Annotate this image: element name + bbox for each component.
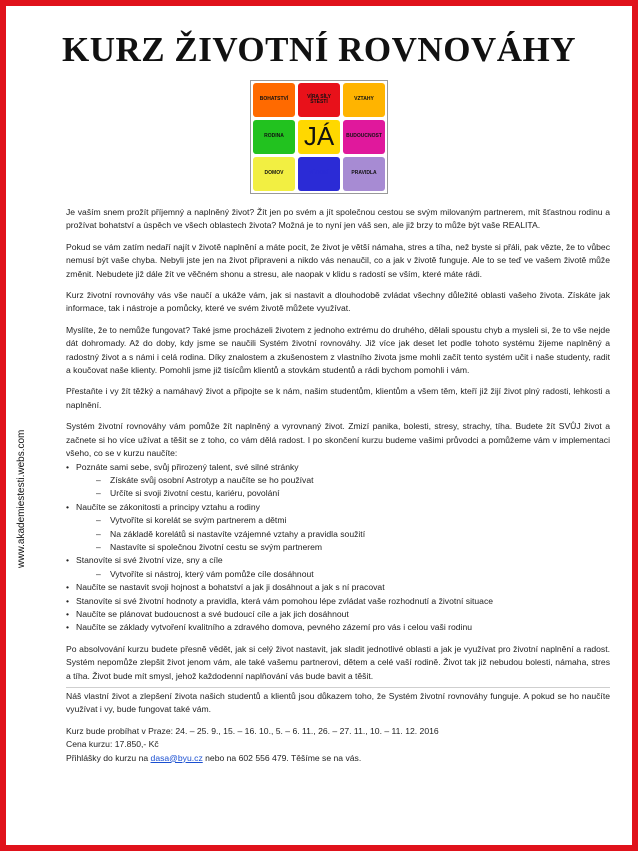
list-item: • Naučíte se základy vytvoření kvalitního a zdravého domova, pevného zázemí pro vás i celou vaši rodinu — [66, 621, 610, 634]
list-item: – Vytvoříte si nástroj, který vám pomůže cíle dosáhnout — [66, 568, 610, 581]
list-item: – Nastavíte si společnou životní cestu se svým partnerem — [66, 541, 610, 554]
divider — [66, 687, 610, 688]
grid-cell-4: JÁ — [298, 120, 340, 154]
grid-cell-5: BUDOUCNOST — [343, 120, 385, 154]
grid-cell-6: DOMOV — [253, 157, 295, 191]
list-item: – Na základě korelátů si nastavíte vzájemné vztahy a pravidla soužití — [66, 528, 610, 541]
list-item: • Stanovíte si své životní hodnoty a pravidla, která vám pomohou lépe zvládat vaše rozhodnutí a životní situace — [66, 595, 610, 608]
life-balance-grid — [250, 80, 388, 194]
list-item: – Určíte si svoji životní cestu, kariéru, povolání — [66, 487, 610, 500]
body-text — [66, 206, 610, 765]
paragraph-intro: Je vaším snem prožít příjemný a naplněný život? Žít jen po svém a jít společnou cestou se svým milovaným partnerem, mít šťastnou rodinu a prožívat bohatství a úspěch ve všech oblastech života? Možná je to nyní jen váš sen, ale již brzy to může být vaše REALITA. — [66, 207, 610, 231]
list-item: – Vytvoříte si korelát se svým partnerem a dětmi — [66, 514, 610, 527]
signup-email-link[interactable]: dasa@byu.cz — [150, 752, 203, 763]
paragraph-course: Kurz životní rovnováhy vás vše naučí a ukáže vám, jak si nastavit a dlouhodobě zvládat všechny důležité oblasti vašeho života. Získáte jak informace, tak i nástroje a pomůcky, které ve svém životě můžete využívat. — [66, 290, 610, 314]
paragraph-problem: Pokud se vám zatím nedaří najít v životě naplnění a máte pocit, že život je větší námaha, stres a tíha, než byste si přáli, pak vězte, že to vůbec nemusí být vaše chyba. Nebyli jste jen na život připraveni a nikdo vás nenaučil, co a jak v životě funguje. Ale to se teď ve vašem životě může změnit. Nebudete již dále žít ve věčném shonu a stresu, ale naopak v klidu s radostí se vším, které máte rádi. — [66, 241, 610, 279]
list-item: • Naučíte se nastavit svoji hojnost a bohatství a jak ji dosáhnout a jak s ní pracovat — [66, 581, 610, 594]
paragraph-proof: Náš vlastní život a zlepšení života našich studentů a klientů jsou důkazem toho, že Systém životní rovnováhy funguje. A pokud se ho naučíte využívat i vy, bude fungovat také vám. — [66, 691, 610, 715]
signup-line — [66, 752, 610, 765]
list-item: • Naučíte se zákonitosti a principy vztahu a rodiny — [66, 501, 610, 514]
website-url-vertical: www.akademiestesti.webs.com — [16, 429, 27, 568]
list-item: • Stanovíte si své životní vize, sny a cíle — [66, 554, 610, 567]
grid-cell-2: VZTAHY — [343, 83, 385, 117]
grid-cell-3: RODINA — [253, 120, 295, 154]
paragraph-result: Po absolvování kurzu budete přesně vědět, jak si celý život nastavit, jak sladit jednotlivé oblasti a jak je využívat pro životní naplnění a radost. Systém nepomůže zlepšit život jenom vám, ale také vašemu partnerovi, dětem a celé vaší rodině. Život tak již nebudou bolesti, námaha, stres a tíha. Život bude mít smysl, jehož každodenní naplňování vás bude bavit a těšit. — [66, 643, 610, 681]
course-price: Cena kurzu: 17.850,- Kč — [66, 739, 159, 750]
course-dates: Kurz bude probíhat v Praze: 24. – 25. 9., 15. – 16. 10., 5. – 6. 11., 26. – 27. 11., 10. – 11. 12. 2016 — [66, 725, 439, 736]
grid-cell-7: VĚDOMÍ — [298, 157, 340, 191]
page-title: KURZ ŽIVOTNÍ ROVNOVÁHY — [62, 30, 576, 69]
list-item: • Poznáte sami sebe, svůj přirozený talent, své silné stránky — [66, 461, 610, 474]
list-item: • Naučíte se plánovat budoucnost a své budoucí cíle a jak jich dosáhnout — [66, 608, 610, 621]
paragraph-join: Přestaňte i vy žít těžký a namáhavý život a připojte se k nám, našim studentům, klientům a všem těm, kteří již žijí život plný radosti, lehkosti a naplnění. — [66, 386, 610, 410]
signup-text-after: nebo na 602 556 479. Těšíme se na vás. — [202, 752, 362, 763]
grid-cell-8: PRAVIDLA — [343, 157, 385, 191]
list-item: – Získáte svůj osobní Astrotyp a naučíte se ho používat — [66, 474, 610, 487]
signup-text-before: Přihlášky do kurzu na — [66, 752, 151, 763]
paragraph-system: Systém životní rovnováhy vám pomůže žít naplněný a vyrovnaný život. Zmizí panika, bolesti, stresy, strachy, tíha. Budete žít SVŮJ život a začnete si ho více užívat a těšit se z toho, co vám dělá radost. I po skončení kurzu budeme vašimi průvodci a pomůžeme vám v implementaci všeho, co se v kurzu naučíte: — [66, 421, 610, 459]
grid-cell-0: BOHATSTVÍ — [253, 83, 295, 117]
grid-cell-1: VÍRA SÍLY ŠTĚSTÍ — [298, 83, 340, 117]
benefit-list — [66, 461, 610, 635]
paragraph-experience: Myslíte, že to nemůže fungovat? Také jsme procházeli životem z jednoho extrému do druhého, dělali spoustu chyb a mysleli si, že to vše nejde dát dohromady. Až do doby, kdy jsme se naučili Systém životní rovnováhy. Již více jak deset let podle tohoto systému žijeme naplněný a radostný život a s námi i celá rodina. Díky znalostem a zkušenostem z vlastního života jsme mohli začít tento systém učit i naše studenty, radit a koučovat naše klienty. Pomohli jsme již tisícům klientů a stovkám studentů a rádi bychom pomohli i vám. — [66, 324, 610, 376]
